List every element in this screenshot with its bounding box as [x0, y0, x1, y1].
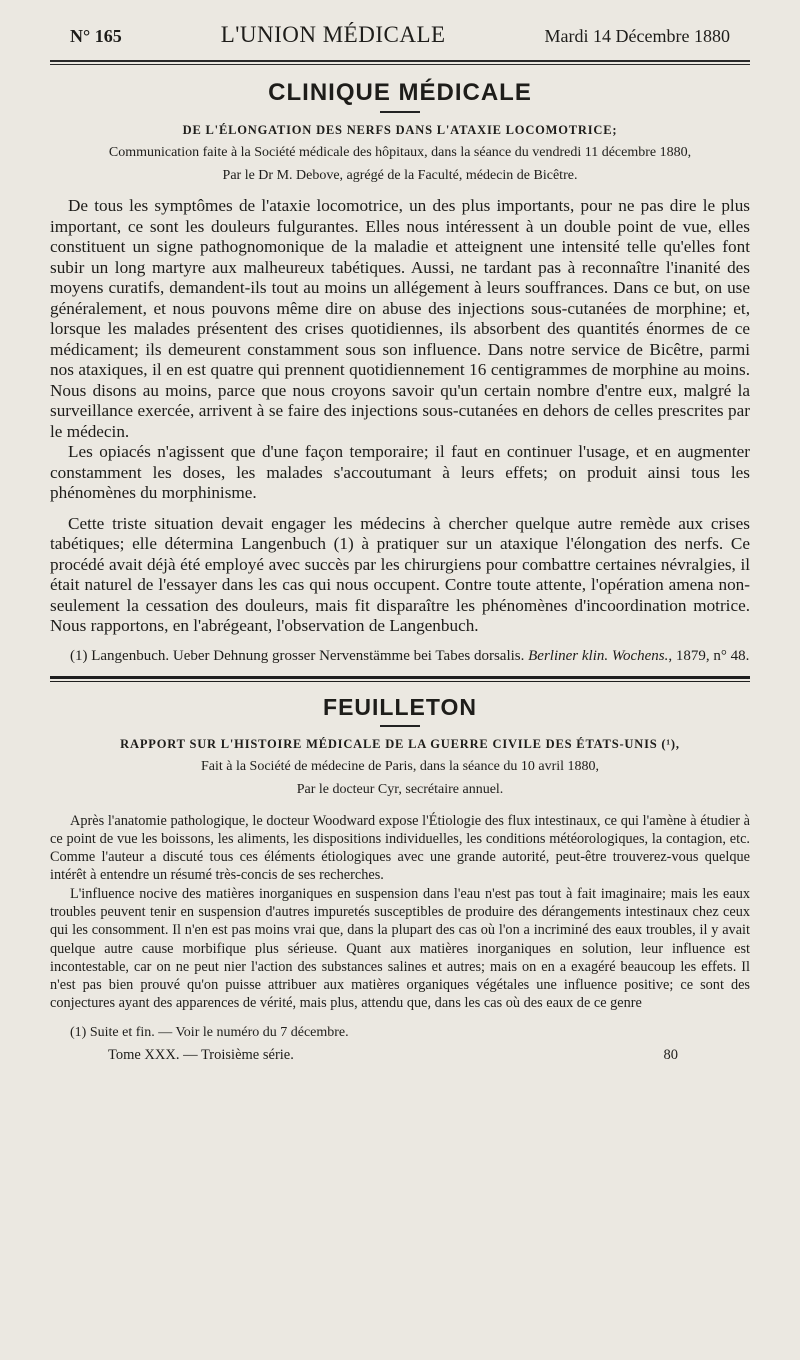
footnote	[50, 647, 750, 666]
paragraph: L'influence nocive des matières inorganiques en suspension dans l'eau n'est pas tout à fait imaginaire; mais les eaux troubles peuvent tenir en suspension d'autres impuretés susceptibles de produire des dérangements intestinaux chez ceux qui les consomment. Il n'en est pas moins vrai que, dans la plupart des cas où l'on a incriminé des eaux troubles, il y avait quelque autre cause morbifique plus sérieuse. Quant aux matières inorganiques en solution, leur influence est incontestable, car on ne peut nier l'action des substances salines et autres; mais on en a exagéré beaucoup les effets. Il n'est pas bien prouvé qu'on puisse attribuer aux matières organiques végétales une influence positive; ce sont des conjectures ayant des apparences de vérité, mais plus, attendu que, dans les cas où des eaux de ce genre	[50, 885, 750, 1012]
title-divider	[380, 111, 420, 113]
feuilleton-footnote: (1) Suite et fin. — Voir le numéro du 7 décembre.	[70, 1024, 349, 1040]
feuilleton-communication: Fait à la Société de médecine de Paris, dans la séance du 10 avril 1880,	[200, 758, 600, 774]
footnote-end: , 1879, n° 48.	[668, 647, 750, 664]
paragraph: Les opiacés n'agissent que d'une façon temporaire; il faut en continuer l'usage, et en augmenter constamment les doses, les malades s'accoutumant à leurs effets; on produit ainsi tous les phénomènes du morphinisme.	[50, 442, 750, 502]
page-signature	[50, 1047, 750, 1064]
article-title: DE L'ÉLONGATION DES NERFS DANS L'ATAXIE LOCOMOTRICE;	[182, 123, 618, 137]
section-title-feuilleton: FEUILLETON	[323, 693, 477, 720]
paragraph: Cette triste situation devait engager les médecins à chercher quelque autre remède aux crises tabétiques; elle détermina Langenbuch (1) à pratiquer sur un ataxique l'élongation des nerfs. Ce procédé avait déjà été employé avec succès par les chirurgiens pour combattre certaines névralgies, il était naturel de l'essayer dans les cas qui nous occupent. Contre toute attente, l'opération amena non-seulement la cessation des douleurs, mais fit disparaître les phénomènes d'incoordination motrice. Nous rapportons, en l'abrégeant, l'observation de Langenbuch.	[50, 513, 750, 635]
signature-number: 80	[663, 1046, 678, 1063]
clinique-body	[50, 196, 750, 637]
feuilleton-author: Par le docteur Cyr, secrétaire annuel.	[296, 781, 504, 797]
page-header	[50, 22, 750, 58]
communication-line: Communication faite à la Société médicale des hôpitaux, dans la séance du vendredi 11 décembre 1880,	[108, 145, 692, 160]
title-divider	[380, 725, 420, 727]
section-rule-thin	[50, 681, 750, 682]
issue-number: N° 165	[70, 26, 122, 46]
footnote-text: (1) Langenbuch. Ueber Dehnung grosser Nervenstämme bei Tabes dorsalis.	[70, 647, 525, 664]
author-line: Par le Dr M. Debove, agrégé de la Faculté, médecin de Bicêtre.	[222, 168, 578, 183]
paragraph: Après l'anatomie pathologique, le docteur Woodward expose l'Étiologie des flux intestinaux, ce qui l'amène à étudier à ce point de vue les boissons, les aliments, les dispositions individuelles, les conditions météorologiques, la contagion, etc. Comme l'auteur a discuté tous ces éléments étiologiques avec une grande autorité, peut-être trouverez-vous quelque intérêt à entendre un résumé très-concis de ses recherches.	[50, 812, 750, 884]
issue-date: Mardi 14 Décembre 1880	[544, 26, 730, 46]
footnote-journal: Berliner klin. Wochens.	[528, 647, 669, 664]
paragraph: De tous les symptômes de l'ataxie locomotrice, un des plus importants, pour ne pas dire le plus important, ce sont les douleurs fulgurantes. Elles nous intéressent à un double point de vue, elles constituent un signe pathognomonique de la maladie et atteignent une intensité telle qu'elles font subir un long martyre aux malheureux tabétiques. Aussi, ne tardant pas à reconnaître l'inanité des moyens curatifs, demandent-ils tout au moins un allégement à leurs souffrances. Dans ce but, on use généralement, et nous pouvons même dire on abuse des injections sous-cutanées de morphine; et, lorsque les malades présentent des crises quotidiennes, ils absorbent des quantités énormes de ce médicament; ils demeurent constamment sous son influence. Dans notre service de Bicêtre, parmi nos ataxiques, il en est quatre qui prennent quotidiennement 16 centigrammes de morphine au moins. Nous disons au moins, parce que nous croyons savoir qu'un certain nombre d'entre eux, malgré la surveillance exercée, arrivent à se faire des injections sous-cutanées en dehors de celles prescrites par le médecin.	[50, 196, 750, 441]
journal-title: L'UNION MÉDICALE	[220, 22, 446, 47]
header-rule	[50, 60, 750, 65]
section-rule	[50, 676, 750, 679]
feuilleton-article-title: RAPPORT SUR L'HISTOIRE MÉDICALE DE LA GUERRE CIVILE DES ÉTATS-UNIS (¹),	[120, 736, 680, 751]
feuilleton-body	[50, 812, 750, 1013]
section-title-clinique: CLINIQUE MÉDICALE	[268, 79, 532, 106]
volume-line: Tome XXX. — Troisième série.	[108, 1046, 294, 1063]
